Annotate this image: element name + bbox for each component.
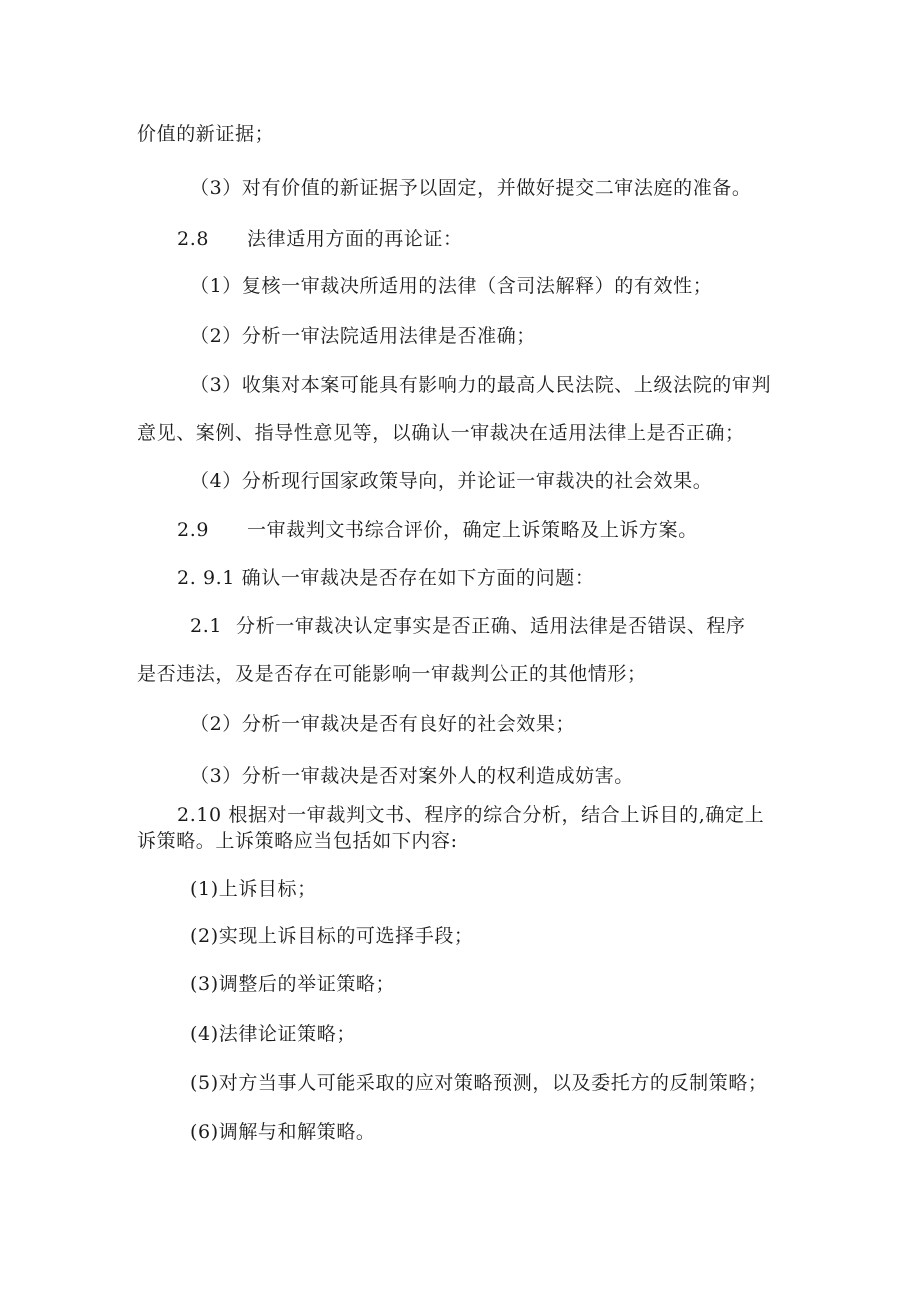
- list-item: （3）对有价值的新证据予以固定，并做好提交二审法庭的准备。: [190, 177, 752, 199]
- section-heading: [177, 226, 463, 252]
- paragraph-line: 意见、案例、指导性意见等，以确认一审裁决在适用法律上是否正确；: [137, 422, 745, 444]
- section-number: 2.8: [177, 228, 210, 250]
- subsection-heading: 2. 9.1 确认一审裁决是否存在如下方面的问题：: [177, 567, 595, 589]
- section-number: 2.9: [177, 519, 210, 541]
- item-text: 分析一审裁决认定事实是否正确、适用法律是否错误、程序: [236, 615, 746, 637]
- list-item: （3）收集对本案可能具有影响力的最高人民法院、上级法院的审判: [190, 374, 772, 396]
- list-item: (3)调整后的举证策略；: [190, 973, 396, 995]
- list-item: (1)上诉目标；: [190, 878, 317, 900]
- section-heading: 2.10 根据对一审裁判文书、程序的综合分析，结合上诉目的,确定上: [177, 804, 765, 826]
- list-item: (6)调解与和解策略。: [190, 1121, 376, 1143]
- paragraph-line: 价值的新证据；: [137, 123, 275, 145]
- list-item: （2）分析一审法院适用法律是否准确；: [190, 325, 536, 347]
- section-heading: [177, 517, 698, 543]
- list-item: （2）分析一审裁决是否有良好的社会效果；: [190, 713, 576, 735]
- section-title: 一审裁判文书综合评价，确定上诉策略及上诉方案。: [247, 519, 698, 541]
- section-title: 法律适用方面的再论证：: [247, 228, 463, 250]
- list-item: [190, 613, 746, 639]
- list-item: (2)实现上诉目标的可选择手段；: [190, 925, 474, 947]
- item-number: 2.1: [190, 615, 223, 637]
- paragraph-line: 诉策略。上诉策略应当包括如下内容:: [137, 830, 458, 852]
- paragraph-line: 是否违法，及是否存在可能影响一审裁判公正的其他情形；: [137, 663, 647, 685]
- list-item: (4)法律论证策略；: [190, 1023, 356, 1045]
- list-item: （3）分析一审裁决是否对案外人的权利造成妨害。: [190, 765, 634, 787]
- list-item: (5)对方当事人可能采取的应对策略预测，以及委托方的反制策略；: [190, 1072, 768, 1094]
- list-item: （4）分析现行国家政策导向，并论证一审裁决的社会效果。: [190, 470, 713, 492]
- list-item: （1）复核一审裁决所适用的法律（含司法解释）的有效性；: [190, 275, 713, 297]
